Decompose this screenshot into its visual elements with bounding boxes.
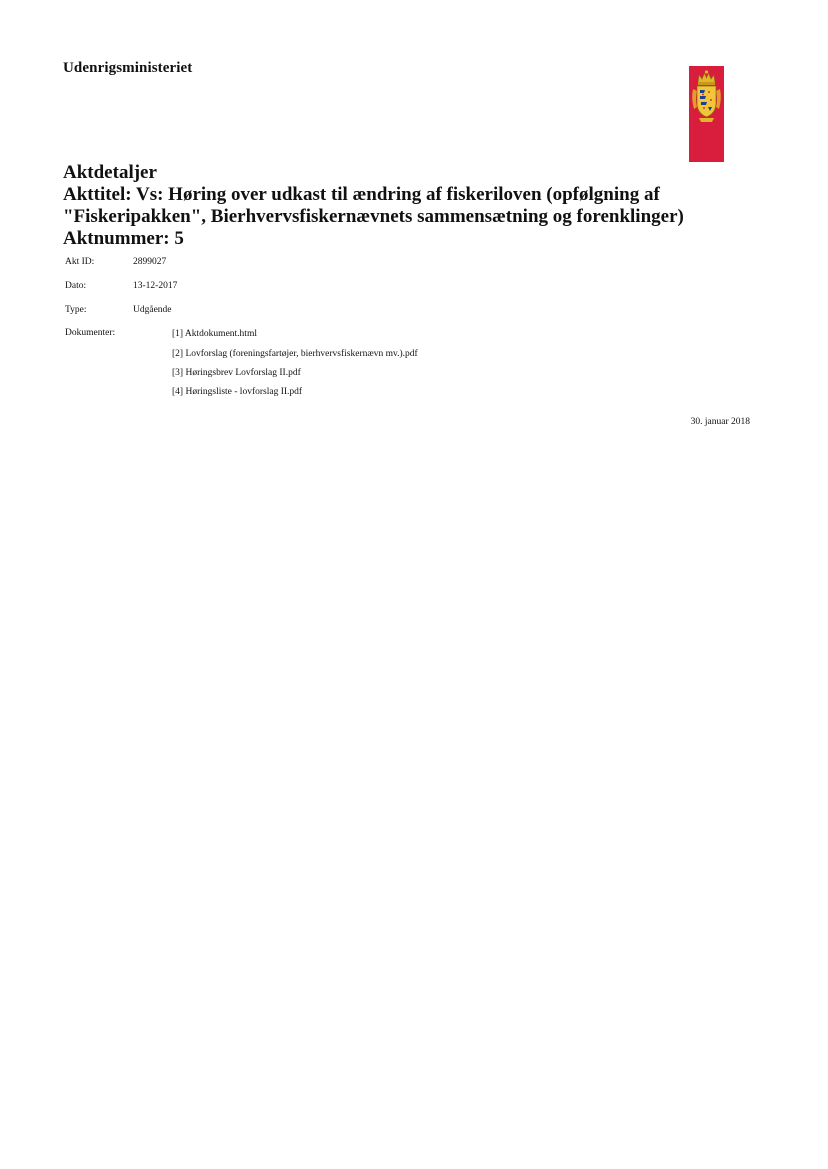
document-link-2[interactable]: [2] Lovforslag (foreningsfartøjer, bierhvervsfiskernævn mv.).pdf [172, 349, 418, 359]
print-date: 30. januar 2018 [690, 417, 750, 427]
documents-label: Dokumenter: [65, 328, 116, 338]
act-id-value: 2899027 [133, 257, 167, 267]
document-link-4[interactable]: [4] Høringsliste - lovforslag II.pdf [172, 387, 303, 397]
document-link-3[interactable]: [3] Høringsbrev Lovforslag II.pdf [172, 368, 301, 378]
page-heading: Aktdetaljer [63, 162, 157, 183]
type-label: Type: [65, 305, 87, 315]
act-number: Aktnummer: 5 [63, 228, 184, 249]
document-link-1[interactable]: [1] Aktdokument.html [172, 329, 257, 339]
act-title-line-1: Akttitel: Vs: Høring over udkast til ændring af fiskeriloven (opfølgning af [63, 184, 660, 205]
date-label: Dato: [65, 281, 87, 291]
emblem-banner [689, 66, 724, 162]
organization-name: Udenrigsministeriet [63, 60, 193, 76]
danish-coat-of-arms-icon [691, 69, 722, 125]
type-value: Udgående [133, 305, 172, 315]
act-id-label: Akt ID: [65, 257, 95, 267]
document-header [63, 162, 723, 250]
date-value: 13-12-2017 [133, 281, 178, 291]
act-title-line-2: "Fiskeripakken", Bierhvervsfiskernævnets sammensætning og forenklinger) [63, 206, 684, 227]
